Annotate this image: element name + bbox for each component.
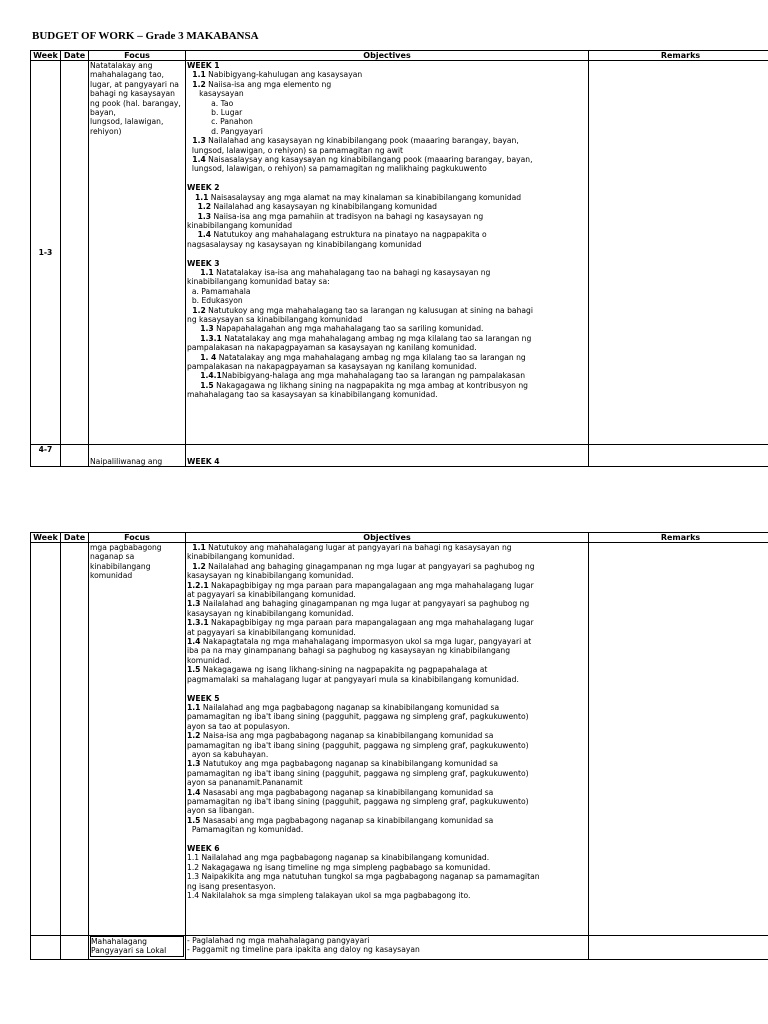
- objective-number: 1.5: [187, 815, 201, 825]
- objective-item: 1.5 Nakagagawa ng isang likhang-sining na nagpapakita ng pagpapahalaga at pagmamalaki sa mahalagang lugar at pangyayari mula sa kinabibilangang komunidad.: [187, 665, 519, 684]
- objective-item: 1.2 Naiisa-isa ang mga elemento ng kasaysayan a. Tao b. Lugar c. Panahon d. Pangyayari: [187, 79, 332, 136]
- objective-item: 1.5 Nakagagawa ng likhang sining na nagpapakita ng mga ambag at kontribusyon ng mahahalagang tao sa kasaysayan sa kinabibilangang komunidad.: [187, 380, 528, 400]
- objective-number: 1.3: [187, 136, 206, 146]
- objective-number: 1.4: [187, 230, 212, 240]
- header-focus: Focus: [89, 51, 186, 61]
- objective-item: 1.3 Napapahalagahan ang mga mahahalagang tao sa sariling komunidad.: [187, 324, 484, 334]
- objective-item: 1.3 Nailalahad ang bahaging ginagampanan ng mga lugar at pangyayari sa paghubog ng kasaysayan ng kinabibilangang komunidad.: [187, 599, 530, 618]
- focus-cell: [89, 61, 186, 445]
- objective-number: WEEK 5: [187, 693, 220, 703]
- objective-number: 1.4: [187, 155, 206, 165]
- objective-number: WEEK 6: [187, 844, 220, 853]
- table-row: [31, 445, 768, 467]
- focus-cell: [89, 543, 186, 936]
- objectives-text: - Paglalahad ng mga mahahalagang pangyayari - Paggamit ng timeline para ipakita ang daloy ng kasaysayan: [187, 936, 420, 955]
- week-cell: [31, 445, 61, 467]
- week-label: 4-7: [38, 445, 53, 454]
- objective-number: 1.3: [187, 759, 201, 769]
- objective-number: 1.4.1: [187, 371, 222, 381]
- objective-item: [187, 694, 587, 703]
- header-focus: Focus: [89, 533, 186, 543]
- table-header-row: [31, 533, 768, 543]
- budget-table-page-1: [30, 50, 768, 467]
- objective-item: [187, 61, 587, 70]
- week-cell: [31, 543, 61, 936]
- objective-number: 1. 4: [187, 352, 217, 362]
- date-cell: [61, 936, 89, 960]
- objective-item: 1.4 Natutukoy ang mahahalagang estruktura na pinatayo na nagpapakita o nagsasalaysay ng kasaysayan ng kinabibilangang komunidad: [187, 230, 487, 249]
- objective-number: 1.1: [187, 702, 201, 712]
- objective-item: 1.1 Natutukoy ang mahahalagang lugar at pangyayari na bahagi ng kasaysayan ng kinabibilangang komunidad.: [187, 543, 512, 562]
- objectives-text: WEEK 4: [187, 456, 220, 466]
- table-header-row: [31, 51, 768, 61]
- objective-number: WEEK 3: [187, 258, 220, 268]
- budget-table-page-2: [30, 532, 768, 960]
- objective-number: WEEK 2: [187, 183, 220, 193]
- objective-item: 1.3 Natutukoy ang mga pagbabagong naganap sa kinabibilangang komunidad sa pamamagitan ng iba't ibang sining (pagguhit, paggawa ng simpleng graf, pagkukuwento) ayon sa pananamit.Pananamit: [187, 759, 529, 788]
- objective-item: 1.1 Naisasalaysay ang mga alamat na may kinalaman sa kinabibilangang komunidad: [187, 192, 522, 202]
- week-cell: 1-3: [31, 61, 61, 445]
- objective-number: 1.4: [187, 637, 201, 647]
- objective-item: [187, 844, 587, 853]
- objective-item: 1. 4 Natatalakay ang mga mahahalagang ambag ng mga kilalang tao sa larangan ng pampalakasan na nakapagpayaman sa kasaysayan ng kanilang komunidad.: [187, 352, 526, 371]
- header-remarks: Remarks: [589, 533, 768, 543]
- objective-item: 1.1 Nailalahad ang mga pagbabagong naganap sa kinabibilangang komunidad sa pamamagitan ng iba't ibang sining (pagguhit, paggawa ng simpleng graf, pagkukuwento) ayon sa tao at populasyon.: [187, 702, 529, 731]
- objective-item: 1.4.1Nabibigyang-halaga ang mga mahahalagang tao sa larangan ng pampalakasan: [187, 371, 526, 381]
- objective-item: 1.5 Nasasabi ang mga pagbabagong naganap sa kinabibilangang komunidad sa Pamamagitan ng komunidad.: [187, 815, 494, 835]
- objectives-cell: [186, 445, 589, 467]
- header-objectives: Objectives: [186, 533, 589, 543]
- objective-item: 1.4 Nasasabi ang mga pagbabagong naganap sa kinabibilangang komunidad sa pamamagitan ng iba't ibang sining (pagguhit, paggawa ng simpleng graf, pagkukuwento) ayon sa libangan.: [187, 787, 529, 816]
- objective-number: 1.2: [187, 731, 201, 741]
- objective-item: 1.1 Nabibigyang-kahulugan ang kasaysayan: [187, 70, 363, 80]
- objective-number: 1.3: [187, 599, 201, 609]
- focus-text: Naipaliliwanag ang: [90, 456, 163, 466]
- focus-cell: [89, 445, 186, 467]
- remarks-cell: [589, 936, 768, 960]
- objective-number: 1.2.1: [187, 580, 209, 590]
- objective-item: 1.2.1 Nakapagbibigay ng mga paraan para mapangalagaan ang mga mahahalagang lugar at pagyayari sa kinabibilangang komunidad.: [187, 580, 534, 600]
- objective-item: 1.3.1 Natatalakay ang mga mahahalagang ambag ng mga kilalang tao sa larangan ng pampalakasan na nakapagpayaman sa kasaysayan ng kanilang komunidad.: [187, 333, 532, 353]
- focus-text: mga pagbabagong naganap sa kinabibilangang komunidad: [90, 543, 165, 581]
- objective-item: 1.3.1 Nakapagbibigay ng mga paraan para mapangalagaan ang mga mahahalagang lugar at pagyayari sa kinabibilangang komunidad.: [187, 618, 534, 637]
- objective-number: 1.5: [187, 665, 201, 675]
- objectives-cell: [186, 543, 589, 936]
- objective-number: 1.4: [187, 787, 201, 797]
- remarks-cell: [589, 543, 768, 936]
- objective-number: 1.1: [187, 70, 206, 80]
- objective-number: 1.1: [187, 267, 214, 277]
- objective-item: 1.2 Nailalahad ang bahaging ginagampanan ng mga lugar at pangyayari sa paghubog ng kasaysayan ng kinabibilangang komunidad.: [187, 561, 535, 581]
- objective-item: 1.1 Nailalahad ang mga pagbabagong naganap sa kinabibilangang komunidad. 1.2 Nakagagawa ng isang timeline ng mga simpleng pagbabago sa komunidad. 1.3 Naipakikita ang mga natutuhan tungkol sa mga pagbabagong naganap sa pamamagitan ng isang presentasyon. 1.4 Nakilalahok sa mga simpleng talakayan ukol sa mga pagbabagong ito.: [187, 853, 540, 901]
- week-cell: [31, 936, 61, 960]
- focus-text: Natatalakay ang mahahalagang tao, lugar, at pangyayari na bahagi ng kasaysayan ng pook (hal. barangay, bayan, lungsod, lalawigan, rehiyon): [90, 61, 181, 136]
- header-date: Date: [61, 51, 89, 61]
- objective-item: [187, 259, 587, 268]
- header-week: Week: [31, 533, 61, 543]
- header-remarks: Remarks: [589, 51, 768, 61]
- date-cell: [61, 61, 89, 445]
- objective-item: 1.3 Nailalahad ang kasaysayan ng kinabibilangang pook (maaaring barangay, bayan, lungsod, lalawigan, o rehiyon) sa pamamagitan ng awit: [187, 136, 519, 155]
- objective-number: 1.3.1: [187, 333, 222, 343]
- objective-item: 1.1 Natatalakay isa-isa ang mahahalagang tao na bahagi ng kasaysayan ng kinabibilangang komunidad batay sa: a. Pamamahala b. Edukasyon: [187, 267, 491, 306]
- objective-number: 1.3: [187, 324, 214, 334]
- date-cell: [61, 543, 89, 936]
- table-row: [31, 61, 768, 445]
- date-cell: [61, 445, 89, 467]
- objective-item: [187, 183, 587, 192]
- objectives-cell: [186, 61, 589, 445]
- objective-number: 1.1: [187, 543, 206, 552]
- objective-number: 1.3.1: [187, 618, 209, 628]
- objective-number: 1.2: [187, 305, 206, 315]
- remarks-cell: [589, 445, 768, 467]
- objective-item: 1.3 Naiisa-isa ang mga pamahiin at tradisyon na bahagi ng kasaysayan ng kinabibilangang komunidad: [187, 211, 484, 230]
- objective-number: 1.1: [187, 192, 209, 202]
- header-objectives: Objectives: [186, 51, 589, 61]
- header-date: Date: [61, 533, 89, 543]
- table-row: [31, 543, 768, 936]
- objective-number: 1.3: [187, 211, 212, 221]
- objective-item: 1.2 Natutukoy ang mga mahahalagang tao sa larangan ng kalusugan at sining na bahagi ng kasaysayan sa kinabibilangang komunidad: [187, 305, 533, 324]
- document-title: BUDGET OF WORK – Grade 3 MAKABANSA: [32, 30, 259, 42]
- objective-number: 1.2: [187, 561, 206, 571]
- objective-item: 1.4 Naisasalaysay ang kasaysayan ng kinabibilangang pook (maaaring barangay, bayan, lungsod, lalawigan, o rehiyon) sa pamamagitan ng malikhaing pagkukuwento: [187, 155, 533, 174]
- objective-number: 1.2: [187, 79, 206, 89]
- focus-cell: [89, 936, 186, 960]
- objective-item: 1.2 Nailalahad ang kasaysayan ng kinabibilangang komunidad: [187, 202, 437, 212]
- objective-item: 1.4 Nakapagtatala ng mga mahahalagang impormasyon ukol sa mga lugar, pangyayari at iba pa na may ginampanang bahagi sa paghubog ng kasaysayan ng kinabibilangang komunidad.: [187, 637, 532, 665]
- table-row: [31, 936, 768, 960]
- remarks-cell: [589, 61, 768, 445]
- objectives-cell: [186, 936, 589, 960]
- objective-number: 1.5: [187, 380, 214, 390]
- header-week: Week: [31, 51, 61, 61]
- focus-text: Mahahalagang Pangyayari sa Lokal: [90, 936, 184, 957]
- objective-number: 1.2: [187, 202, 212, 212]
- objective-number: WEEK 1: [187, 61, 220, 70]
- objectives-text: [187, 61, 587, 400]
- objectives-text: [187, 543, 587, 900]
- objective-item: 1.2 Naisa-isa ang mga pagbabagong naganap sa kinabibilangang komunidad sa pamamagitan ng iba't ibang sining (pagguhit, paggawa ng simpleng graf, pagkukuwento) ayon sa kabuhayan.: [187, 731, 529, 759]
